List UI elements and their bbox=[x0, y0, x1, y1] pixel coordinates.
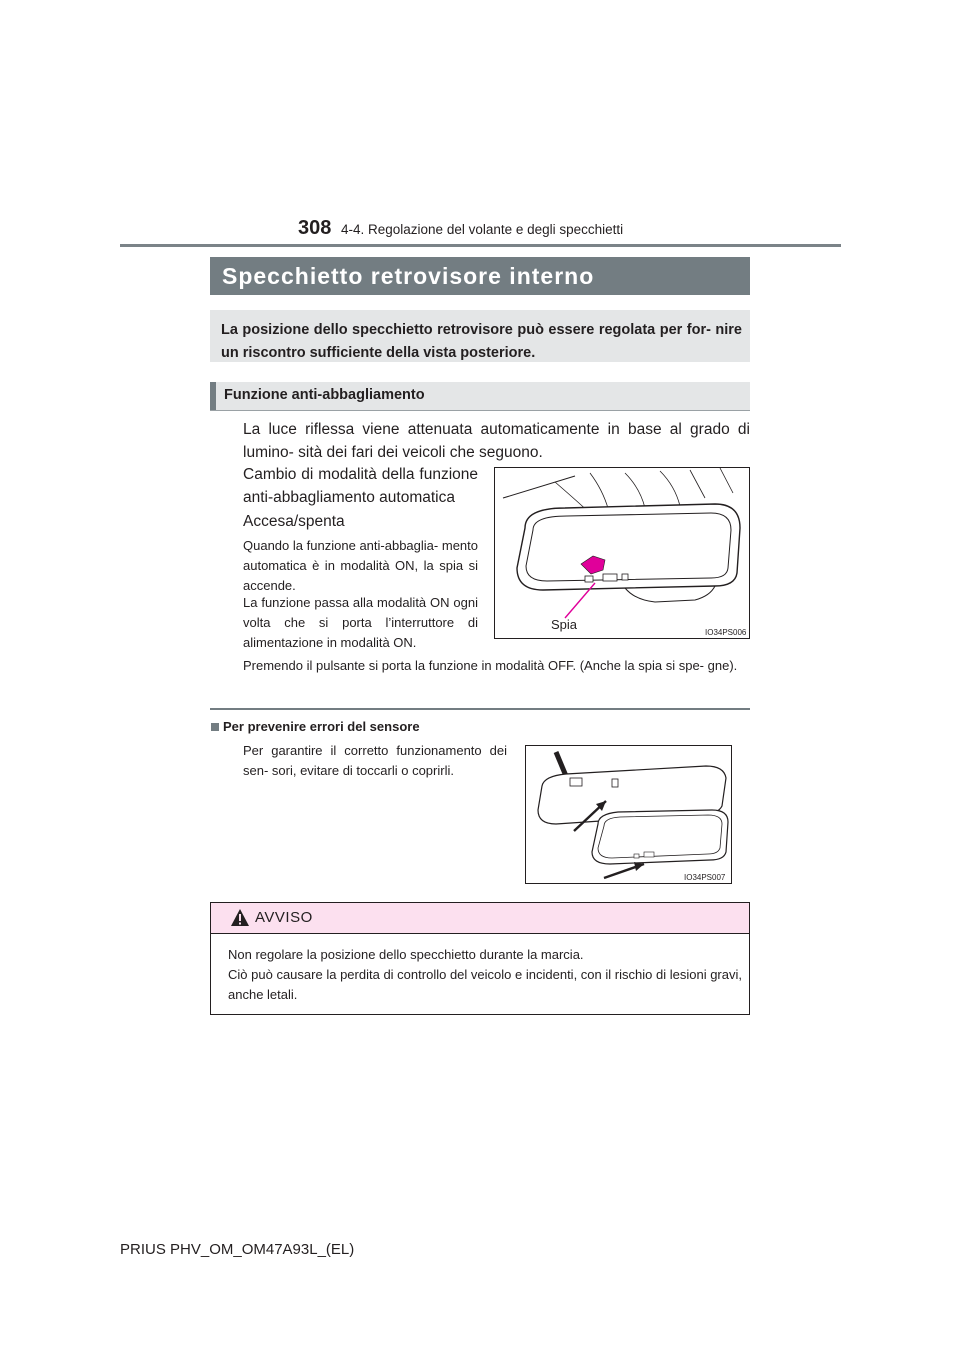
section-header: 4-4. Regolazione del volante e degli specchietti bbox=[341, 222, 624, 237]
button-off-note: Premendo il pulsante si porta la funzione in modalità OFF. (Anche la spia si spe- gne). bbox=[243, 658, 738, 673]
mode-change-text: Cambio di modalità della funzione anti-abbagliamento automatica bbox=[243, 466, 478, 506]
indicator-label: Spia bbox=[551, 617, 578, 632]
section-divider bbox=[210, 708, 750, 710]
indicator-note: Quando la funzione anti-abbaglia- mento automatica è in modalità ON, la spia si accende. bbox=[243, 538, 478, 593]
subheading-divider bbox=[210, 410, 750, 411]
warning-line-1: Non regolare la posizione dello specchietto durante la marcia. bbox=[228, 947, 584, 962]
warning-text bbox=[228, 945, 742, 1005]
sensor-figure bbox=[525, 745, 732, 884]
intro-box: La posizione dello specchietto retrovisore può essere regolata per for- nire un riscontro sufficiente della vista posteriore. bbox=[210, 310, 750, 362]
rear-view-mirror-illustration bbox=[495, 468, 749, 638]
warning-header bbox=[211, 903, 749, 934]
document-footer: PRIUS PHV_OM_OM47A93L_(EL) bbox=[120, 1241, 355, 1258]
warning-box bbox=[210, 902, 750, 1015]
figure-code: IO34PS006 bbox=[705, 628, 747, 637]
sensor-text: Per garantire il corretto funzionamento dei sen- sori, evitare di toccarli o coprirli. bbox=[243, 743, 507, 778]
subheading-anti-glare bbox=[210, 382, 750, 410]
header-divider bbox=[120, 244, 841, 247]
anti-glare-description: La luce riflessa viene attenuata automaticamente in base al grado di lumino- sità dei fari dei veicoli che seguono. bbox=[243, 421, 750, 461]
sensor-heading: Per prevenire errori del sensore bbox=[223, 719, 420, 734]
page-number: 308 bbox=[298, 217, 332, 239]
subheading-label: Funzione anti-abbagliamento bbox=[224, 387, 425, 403]
power-on-note: La funzione passa alla modalità ON ogni volta che si porta l’interruttore di alimentazione in modalità ON. bbox=[243, 595, 478, 650]
mirror-figure bbox=[494, 467, 750, 639]
warning-label: AVVISO bbox=[255, 909, 313, 926]
figure-code-2: IO34PS007 bbox=[684, 873, 726, 882]
warning-line-2: Ciò può causare la perdita di controllo del veicolo e incidenti, con il rischio di lesioni gravi, anche letali. bbox=[228, 967, 742, 1002]
square-bullet-icon bbox=[211, 723, 219, 731]
subheading-accent bbox=[210, 382, 216, 410]
page-title: Specchietto retrovisore interno bbox=[210, 257, 750, 295]
on-off-text: Accesa/spenta bbox=[243, 513, 345, 530]
warning-triangle-icon bbox=[230, 908, 250, 927]
sensor-location-illustration bbox=[526, 746, 731, 883]
